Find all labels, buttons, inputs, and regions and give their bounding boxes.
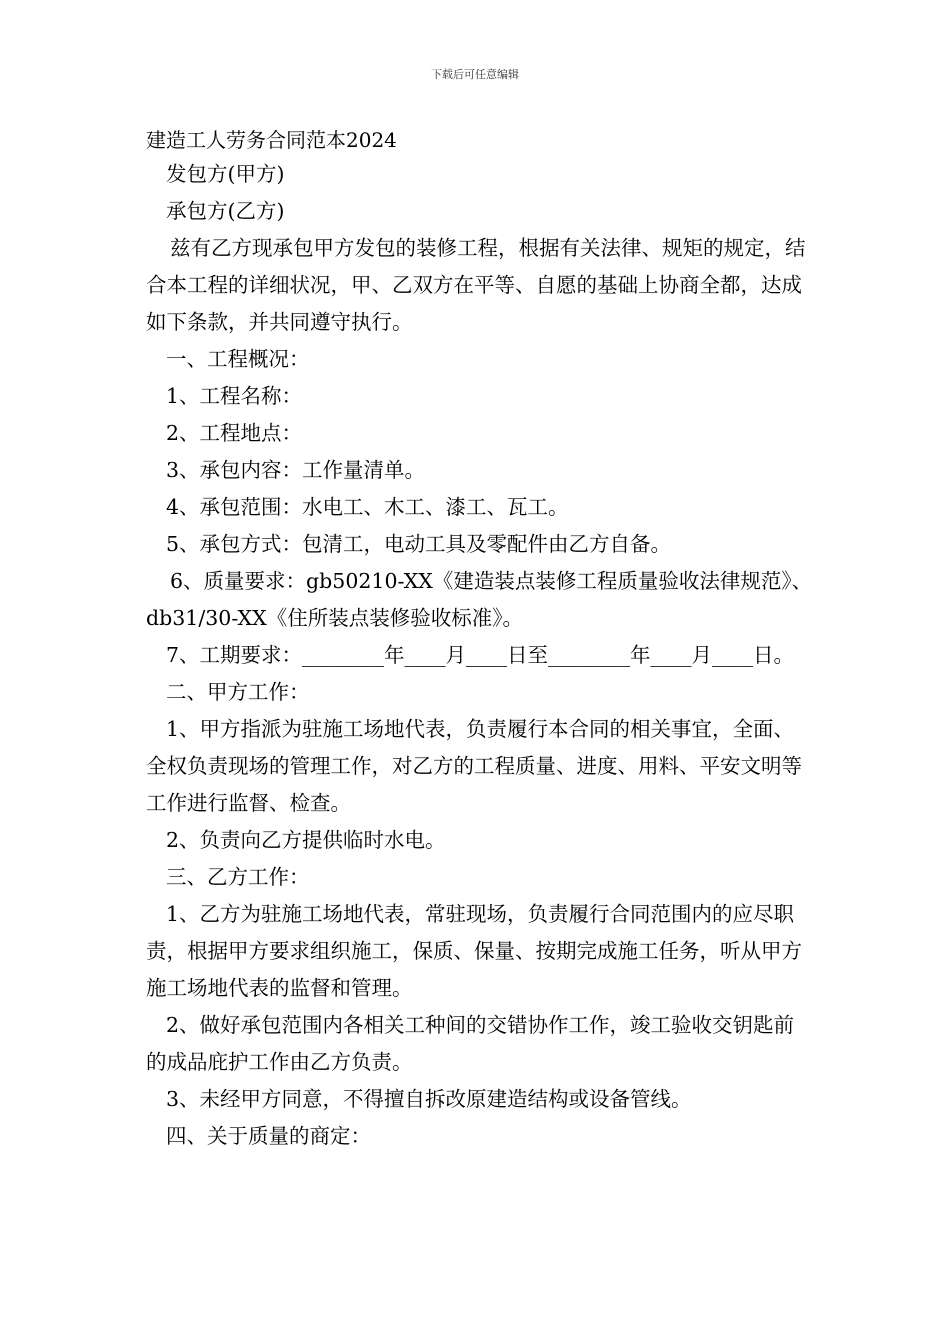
paragraph-item: 2、工程地点：: [166, 421, 303, 445]
paragraph-party-b: 承包方(乙方): [166, 199, 285, 223]
paragraph-item: 7、工期要求：________年____月____日至________年____月____日。: [166, 643, 795, 667]
paragraph-item: 5、承包方式：包清工，电动工具及零配件由乙方自备。: [166, 532, 672, 556]
paragraph-item: 3、承包内容：工作量清单。: [166, 458, 426, 482]
paragraph-item: 1、乙方为驻施工场地代表，常驻现场，负责履行合同范围内的应尽职责，根据甲方要求组织施工，保质、保量、按期完成施工任务，听从甲方施工场地代表的监督和管理。: [146, 902, 802, 1000]
page-header: 下载后可任意编辑: [431, 68, 519, 81]
paragraph-item: 3、未经甲方同意，不得擅自拆改原建造结构或设备管线。: [166, 1087, 692, 1111]
paragraph-item: 2、负责向乙方提供临时水电。: [166, 828, 446, 852]
section-heading-4: 四、关于质量的商定：: [166, 1124, 371, 1148]
section-heading-1: 一、工程概况：: [166, 347, 310, 371]
document-title: 建造工人劳务合同范本2024: [146, 128, 397, 152]
paragraph-preamble: 兹有乙方现承包甲方发包的装修工程，根据有关法律、规矩的规定，结合本工程的详细状况，甲、乙双方在平等、自愿的基础上协商全都，达成如下条款，并共同遵守执行。: [146, 236, 806, 334]
section-heading-3: 三、乙方工作：: [166, 865, 310, 889]
paragraph-item: 1、甲方指派为驻施工场地代表，负责履行本合同的相关事宜，全面、全权负责现场的管理工作，对乙方的工程质量、进度、用料、平安文明等工作进行监督、检查。: [146, 717, 802, 815]
paragraph-party-a: 发包方(甲方): [166, 162, 285, 186]
section-heading-2: 二、甲方工作：: [166, 680, 310, 704]
paragraph-item: 6、质量要求：gb50210-XX《建造装点装修工程质量验收法律规范》、db31/30-XX《住所装点装修验收标准》。: [146, 569, 813, 630]
paragraph-item: 2、做好承包范围内各相关工种间的交错协作工作，竣工验收交钥匙前的成品庇护工作由乙方负责。: [146, 1013, 795, 1074]
document-body: [146, 156, 814, 1155]
paragraph-item: 4、承包范围：水电工、木工、漆工、瓦工。: [166, 495, 569, 519]
paragraph-item: 1、工程名称：: [166, 384, 303, 408]
